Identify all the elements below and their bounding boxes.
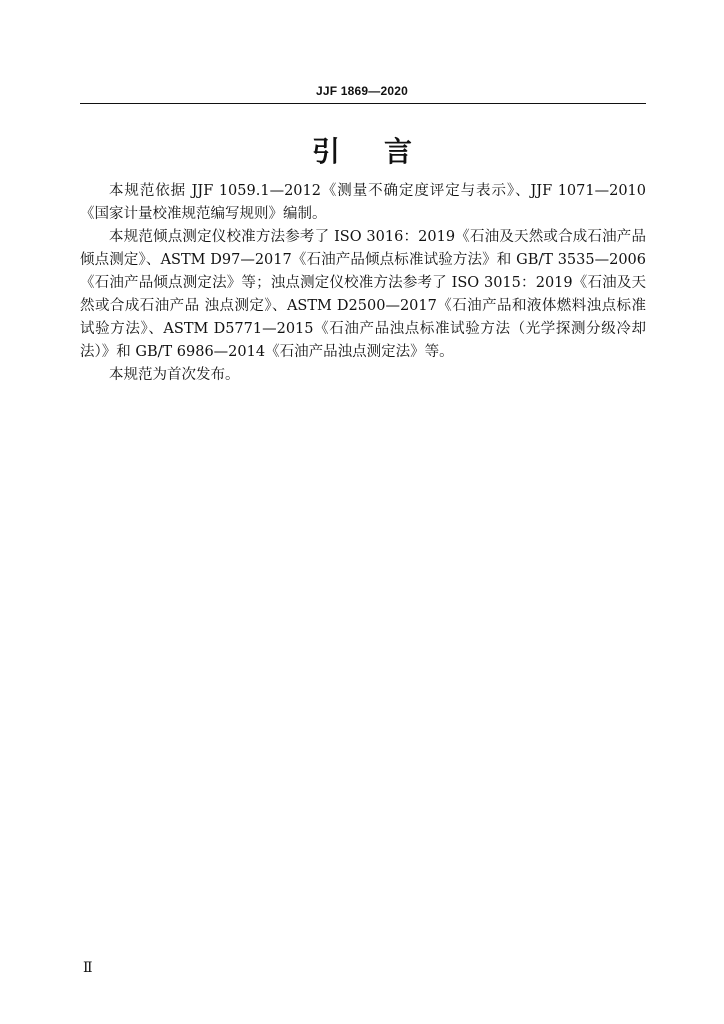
document-code-header: JJF 1869—2020 [315, 84, 408, 98]
page-number: Ⅱ [83, 960, 93, 976]
document-body [80, 180, 646, 387]
header-rule [80, 103, 646, 104]
page-title: 引言 [311, 135, 456, 168]
paragraph-basis: 本规范依据 JJF 1059.1—2012《测量不确定度评定与表示》、JJF 1071—2010《国家计量校准规范编写规则》编制。 [80, 183, 646, 222]
paragraph-references: 本规范倾点测定仪校准方法参考了 ISO 3016：2019《石油及天然或合成石油产品 倾点测定》、ASTM D97—2017《石油产品倾点标准试验方法》和 GB/T 3535—2006《石油产品倾点测定法》等；浊点测定仪校准方法参考了 ISO 3015：2019《石油及天然或合成石油产品 浊点测定》、ASTM D2500—2017《石油产品和液体燃料浊点标准试验方法》、ASTM D5771—2015《石油产品浊点标准试验方法（光学探测分级冷却法）》和 GB/T 6986—2014《石油产品浊点测定法》等。 [80, 229, 646, 360]
paragraph-first-release: 本规范为首次发布。 [109, 367, 240, 383]
